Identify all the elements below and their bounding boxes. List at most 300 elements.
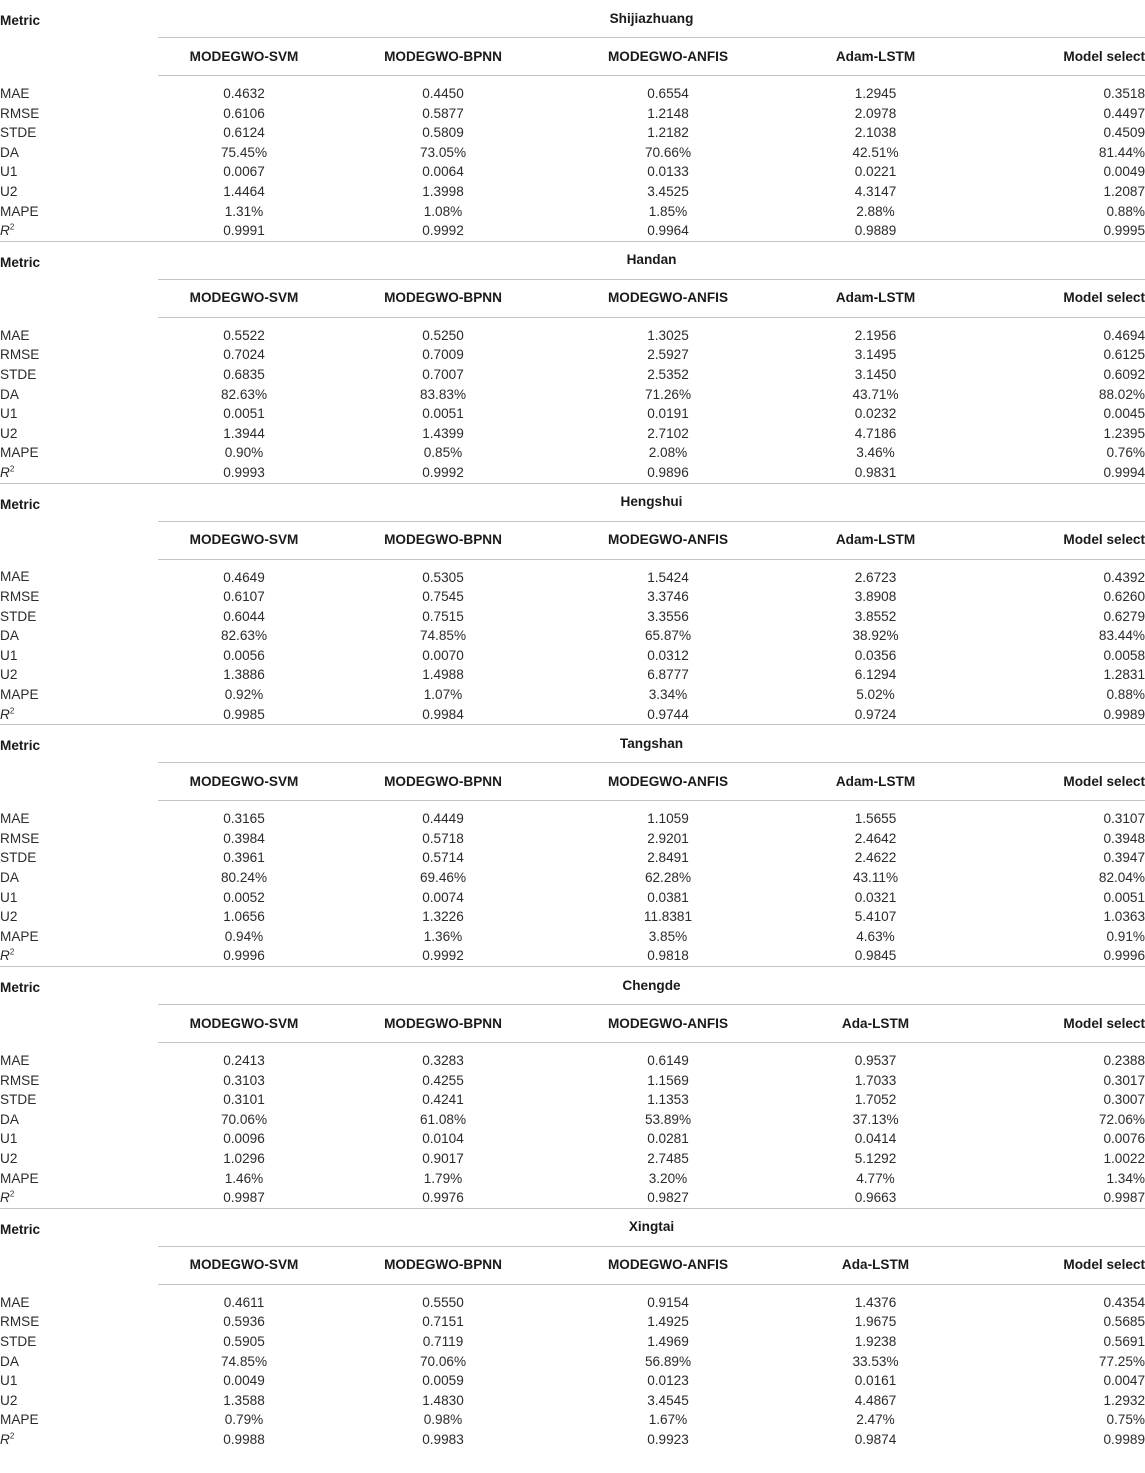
model-column-header: MODEGWO-SVM — [158, 1005, 330, 1043]
model-column-header: MODEGWO-ANFIS — [556, 521, 780, 559]
metric-label: U1 — [0, 889, 18, 905]
metric-value-cell: 0.6835 — [223, 366, 265, 382]
metric-value-cell: 1.79% — [423, 1170, 463, 1186]
metric-label: RMSE — [0, 105, 40, 121]
city-header: Hengshui — [158, 483, 1145, 521]
metric-value-cell: 0.7024 — [223, 347, 265, 363]
metric-value-cell: 1.4988 — [422, 667, 464, 683]
model-column-header: MODEGWO-BPNN — [330, 521, 556, 559]
city-header: Xingtai — [158, 1208, 1145, 1246]
metric-value-cell: 1.2182 — [647, 125, 689, 141]
table-row — [0, 76, 1145, 104]
metric-value-cell: 2.7485 — [647, 1150, 689, 1166]
metric-value-cell: 0.4450 — [422, 86, 464, 101]
metric-column-header: Metric — [0, 13, 41, 28]
metric-value-cell: 82.63% — [220, 386, 268, 402]
metric-label: STDE — [0, 850, 37, 866]
metric-label: MAE — [0, 811, 30, 826]
table-row — [0, 182, 1145, 202]
metric-value-cell: 1.5655 — [854, 811, 897, 827]
metric-label: U1 — [0, 406, 18, 422]
metric-value-cell: 65.87% — [644, 628, 692, 644]
metric-value-cell: 0.6092 — [1103, 366, 1145, 382]
metric-value-cell: 70.06% — [220, 1111, 268, 1127]
table-row — [0, 665, 1145, 685]
table-row — [0, 1352, 1145, 1372]
metric-value-cell: 0.7007 — [422, 366, 464, 382]
section-header-row — [0, 725, 1145, 763]
metric-value-cell: 0.4449 — [422, 811, 464, 827]
metric-value-cell: 1.3226 — [422, 909, 464, 925]
metric-value-cell: 42.51% — [852, 144, 899, 160]
metric-label: MAPE — [0, 1170, 39, 1186]
metric-value-cell: 61.08% — [419, 1111, 467, 1127]
table-row — [0, 685, 1145, 705]
table-row — [0, 463, 1145, 483]
metric-value-cell: 0.0221 — [854, 164, 897, 180]
metric-value-cell: 0.5905 — [223, 1333, 265, 1349]
table-row — [0, 1043, 1145, 1071]
metric-value-cell: 1.7033 — [854, 1072, 897, 1088]
metric-column-header: Metric — [0, 725, 158, 801]
metric-value-cell: 1.0363 — [1103, 909, 1145, 925]
model-column-header: Ada-LSTM — [780, 1005, 971, 1043]
metric-value-cell: 1.9675 — [854, 1314, 897, 1330]
city-header: Chengde — [158, 967, 1145, 1005]
table-row — [0, 1129, 1145, 1149]
metric-value-cell: 1.3025 — [647, 327, 689, 343]
metric-value-cell: 2.9201 — [647, 830, 689, 846]
table-row — [0, 424, 1145, 444]
table-row — [0, 123, 1145, 143]
table-row — [0, 202, 1145, 222]
metric-value-cell: 0.0045 — [1103, 406, 1145, 422]
model-column-header: Model select — [971, 1246, 1145, 1284]
metric-value-cell: 1.46% — [224, 1170, 264, 1186]
table-row — [0, 946, 1145, 966]
metric-value-cell: 0.9827 — [647, 1190, 689, 1206]
metric-value-cell: 0.4497 — [1103, 105, 1145, 121]
metric-value-cell: 77.25% — [1098, 1353, 1145, 1369]
metric-value-cell: 0.0059 — [422, 1373, 464, 1389]
metric-value-cell: 0.0414 — [854, 1131, 897, 1147]
table-row — [0, 829, 1145, 849]
metric-value-cell: 3.1495 — [854, 347, 897, 363]
metric-label: U1 — [0, 1131, 18, 1147]
metric-value-cell: 6.1294 — [854, 667, 897, 683]
metric-value-cell: 0.4509 — [1103, 125, 1145, 141]
metric-label: $R^2$ — [0, 464, 15, 480]
metric-value-cell: 2.7102 — [647, 425, 689, 441]
metric-value-cell: 0.0381 — [647, 889, 689, 905]
metric-value-cell: 1.3998 — [422, 183, 464, 199]
metric-value-cell: 3.34% — [648, 687, 688, 703]
metric-label: U1 — [0, 164, 18, 180]
table-row — [0, 607, 1145, 627]
metric-label: MAE — [0, 327, 30, 343]
metric-value-cell: 0.0070 — [422, 647, 464, 663]
metric-value-cell: 75.45% — [220, 144, 268, 160]
metric-value-cell: 0.9991 — [223, 223, 265, 239]
metric-value-cell: 2.6723 — [854, 569, 897, 585]
metric-value-cell: 38.92% — [852, 628, 899, 644]
metric-label: DA — [0, 1111, 19, 1127]
metric-value-cell: 0.5809 — [422, 125, 464, 141]
metric-value-cell: 5.1292 — [854, 1150, 897, 1166]
metric-label: U2 — [0, 1392, 18, 1408]
section-header-row — [0, 241, 1145, 279]
model-column-header: MODEGWO-SVM — [158, 279, 330, 317]
model-column-header: MODEGWO-SVM — [158, 521, 330, 559]
metric-value-cell: 0.9896 — [647, 464, 689, 480]
metric-label: MAE — [0, 1052, 30, 1068]
metric-value-cell: 0.9831 — [854, 464, 897, 480]
table-row — [0, 345, 1145, 365]
metric-value-cell: 73.05% — [419, 144, 467, 160]
metric-value-cell: 0.9017 — [422, 1150, 464, 1166]
metric-value-cell: 1.1059 — [647, 811, 689, 827]
metric-value-cell: 82.63% — [220, 628, 268, 644]
metric-value-cell: 1.9238 — [854, 1333, 897, 1349]
model-column-header: Model select — [971, 521, 1145, 559]
metric-value-cell: 0.3961 — [223, 850, 265, 866]
metric-value-cell: 0.9987 — [223, 1190, 265, 1206]
metric-label: RMSE — [0, 1314, 40, 1330]
metric-value-cell: 2.5352 — [647, 366, 689, 382]
metric-label: STDE — [0, 1092, 37, 1108]
metric-value-cell: 1.4376 — [854, 1294, 897, 1310]
metric-value-cell: 0.9995 — [1103, 223, 1145, 239]
metric-label: MAPE — [0, 687, 39, 703]
metric-value-cell: 2.8491 — [647, 850, 689, 866]
metric-value-cell: 0.0281 — [647, 1131, 689, 1147]
model-column-header: MODEGWO-BPNN — [330, 279, 556, 317]
metric-value-cell: 0.2413 — [223, 1053, 265, 1068]
city-header: Tangshan — [158, 725, 1145, 763]
table-row — [0, 162, 1145, 182]
metric-value-cell: 1.1569 — [647, 1072, 689, 1088]
metric-value-cell: 0.0067 — [223, 164, 265, 180]
table-row — [0, 587, 1145, 607]
table-row — [0, 927, 1145, 947]
metric-value-cell: 11.8381 — [643, 909, 693, 925]
metric-value-cell: 2.4622 — [854, 850, 897, 866]
metric-value-cell: 0.9996 — [1103, 948, 1145, 964]
metric-value-cell: 0.7515 — [422, 608, 464, 624]
metric-value-cell: 3.4545 — [647, 1392, 689, 1408]
metric-value-cell: 43.11% — [852, 870, 899, 886]
metric-value-cell: 1.34% — [1106, 1170, 1145, 1186]
metric-value-cell: 0.9988 — [223, 1431, 265, 1447]
metric-value-cell: 0.6125 — [1103, 347, 1145, 363]
metric-column-header: Metric — [0, 241, 158, 317]
model-column-header: MODEGWO-BPNN — [330, 763, 556, 801]
metric-value-cell: 0.6124 — [223, 125, 265, 141]
metric-value-cell: 1.4830 — [422, 1392, 464, 1408]
table-row — [0, 365, 1145, 385]
metric-value-cell: 0.4694 — [1103, 327, 1145, 343]
metric-value-cell: 37.13% — [852, 1111, 899, 1127]
metric-value-cell: 33.53% — [852, 1353, 899, 1369]
model-column-header: Adam-LSTM — [780, 763, 971, 801]
metric-value-cell: 0.5685 — [1103, 1314, 1145, 1330]
metric-value-cell: 4.3147 — [854, 183, 897, 199]
model-column-header: Model select — [971, 1005, 1145, 1043]
model-column-header: MODEGWO-ANFIS — [556, 279, 780, 317]
table-row — [0, 143, 1145, 163]
metric-value-cell: 0.9154 — [647, 1294, 689, 1310]
metric-value-cell: 1.4925 — [647, 1314, 689, 1330]
metric-value-cell: 0.0133 — [647, 164, 689, 180]
table-row — [0, 1391, 1145, 1411]
metric-value-cell: 70.66% — [644, 144, 692, 160]
table-row — [0, 1371, 1145, 1391]
metric-value-cell: 1.31% — [224, 203, 264, 219]
table-row — [0, 385, 1145, 405]
metric-value-cell: 4.63% — [856, 928, 895, 944]
metric-label: RMSE — [0, 347, 40, 363]
metric-value-cell: 62.28% — [644, 870, 692, 886]
metric-label: U2 — [0, 425, 18, 441]
metric-value-cell: 81.44% — [1098, 144, 1145, 160]
metric-label: MAE — [0, 85, 30, 101]
metric-value-cell: 0.6044 — [223, 608, 265, 624]
metric-value-cell: 1.07% — [423, 687, 463, 703]
metric-value-cell: 72.06% — [1098, 1111, 1145, 1127]
metric-value-cell: 0.5936 — [223, 1314, 265, 1330]
metric-value-cell: 0.9992 — [422, 948, 464, 964]
model-header-row — [0, 521, 1145, 559]
metric-value-cell: 56.89% — [644, 1353, 692, 1369]
metric-value-cell: 0.9537 — [854, 1053, 897, 1068]
table-row — [0, 1312, 1145, 1332]
metric-value-cell: 1.3886 — [223, 667, 265, 683]
metric-value-cell: 0.0312 — [647, 647, 689, 663]
metric-value-cell: 5.4107 — [854, 909, 897, 925]
model-header-row — [0, 1246, 1145, 1284]
metric-value-cell: 3.3746 — [647, 589, 689, 605]
metric-label: STDE — [0, 1333, 37, 1349]
metric-value-cell: 2.4642 — [854, 830, 897, 846]
metric-value-cell: 1.0022 — [1103, 1150, 1145, 1166]
metric-value-cell: 0.9993 — [223, 464, 265, 480]
metric-value-cell: 0.3103 — [223, 1072, 265, 1088]
metric-value-cell: 0.9992 — [422, 223, 464, 239]
metric-value-cell: 2.1956 — [854, 327, 897, 343]
model-header-row — [0, 279, 1145, 317]
metric-value-cell: 2.08% — [648, 445, 688, 461]
table-row — [0, 443, 1145, 463]
metric-value-cell: 0.4241 — [422, 1092, 464, 1108]
metric-label: STDE — [0, 125, 37, 141]
metric-value-cell: 0.9874 — [854, 1431, 897, 1447]
metric-label: U1 — [0, 647, 18, 663]
metric-label: MAPE — [0, 445, 39, 461]
metric-value-cell: 1.4399 — [422, 425, 464, 441]
metric-value-cell: 0.0356 — [854, 647, 897, 663]
table-row — [0, 1284, 1145, 1312]
section-header-row — [0, 967, 1145, 1005]
metric-label: U1 — [0, 1373, 18, 1389]
table-row — [0, 705, 1145, 725]
metric-label: DA — [0, 386, 19, 402]
metric-value-cell: 0.5877 — [422, 105, 464, 121]
metric-value-cell: 0.2388 — [1103, 1053, 1145, 1068]
metric-value-cell: 70.06% — [419, 1353, 467, 1369]
metric-value-cell: 0.4611 — [223, 1294, 265, 1310]
metric-value-cell: 0.0049 — [223, 1373, 265, 1389]
metric-value-cell: 5.02% — [856, 687, 895, 703]
model-column-header: MODEGWO-ANFIS — [556, 1246, 780, 1284]
metric-value-cell: 0.0051 — [223, 406, 265, 422]
metric-value-cell: 0.6260 — [1103, 589, 1145, 605]
table-row — [0, 221, 1145, 241]
metric-value-cell: 0.0321 — [854, 889, 897, 905]
metric-value-cell: 74.85% — [220, 1353, 268, 1369]
metric-column-header: Metric — [0, 967, 158, 1043]
table-row — [0, 626, 1145, 646]
metric-value-cell: 0.5250 — [422, 327, 464, 343]
metric-value-cell: 0.9983 — [422, 1431, 464, 1447]
metric-value-cell: 1.5424 — [647, 569, 689, 585]
city-header: Handan — [158, 241, 1145, 279]
metric-label: $R^2$ — [0, 222, 15, 239]
metric-value-cell: 53.89% — [644, 1111, 692, 1127]
model-column-header: MODEGWO-ANFIS — [556, 38, 780, 76]
metric-value-cell: 0.76% — [1106, 445, 1145, 461]
metric-value-cell: 0.9724 — [854, 706, 897, 722]
table-row — [0, 907, 1145, 927]
metric-value-cell: 1.2831 — [1103, 667, 1145, 683]
table-row — [0, 1410, 1145, 1430]
metric-value-cell: 3.8552 — [854, 608, 897, 624]
metric-value-cell: 0.9889 — [854, 223, 897, 239]
metric-value-cell: 2.5927 — [647, 347, 689, 363]
model-column-header: MODEGWO-ANFIS — [556, 763, 780, 801]
metric-value-cell: 0.4255 — [422, 1072, 464, 1088]
table-row — [0, 404, 1145, 424]
metric-value-cell: 0.0047 — [1103, 1373, 1145, 1389]
table-row — [0, 801, 1145, 829]
model-column-header: Model select — [971, 763, 1145, 801]
table-row — [0, 1188, 1145, 1208]
metric-value-cell: 0.0052 — [223, 889, 265, 905]
metric-value-cell: 1.2148 — [647, 105, 689, 121]
metric-value-cell: 0.7009 — [422, 347, 464, 363]
metric-value-cell: 0.3984 — [223, 830, 265, 846]
metric-value-cell: 0.3101 — [223, 1092, 265, 1108]
model-column-header: Adam-LSTM — [780, 279, 971, 317]
metric-value-cell: 6.8777 — [647, 667, 689, 683]
metric-value-cell: 0.91% — [1106, 928, 1145, 944]
metric-label: U2 — [0, 667, 18, 683]
metric-value-cell: 1.0296 — [223, 1150, 265, 1166]
metric-value-cell: 3.8908 — [854, 589, 897, 605]
metric-value-cell: 0.9989 — [1103, 706, 1145, 722]
model-column-header: Model select — [971, 38, 1145, 76]
metric-value-cell: 2.47% — [856, 1412, 895, 1428]
metric-value-cell: 0.5522 — [223, 327, 265, 343]
metric-value-cell: 0.0049 — [1103, 164, 1145, 180]
metric-value-cell: 3.3556 — [647, 608, 689, 624]
metric-label: U2 — [0, 183, 18, 199]
metric-value-cell: 3.46% — [856, 445, 895, 461]
metric-value-cell: 3.1450 — [854, 366, 897, 382]
metric-value-cell: 0.0058 — [1103, 647, 1145, 663]
metric-value-cell: 0.0104 — [422, 1131, 464, 1147]
metric-value-cell: 1.67% — [648, 1412, 688, 1428]
metric-value-cell: 0.4392 — [1103, 569, 1145, 585]
metric-label: RMSE — [0, 589, 40, 605]
metric-value-cell: 0.5718 — [422, 830, 464, 846]
metric-value-cell: 83.83% — [419, 386, 467, 402]
model-column-header: MODEGWO-ANFIS — [556, 1005, 780, 1043]
model-column-header: MODEGWO-SVM — [158, 38, 330, 76]
metric-value-cell: 1.36% — [423, 928, 463, 944]
metric-value-cell: 83.44% — [1098, 628, 1145, 644]
metric-value-cell: 0.7119 — [422, 1333, 464, 1349]
metric-column-header: Metric — [0, 1208, 158, 1284]
model-column-header: MODEGWO-SVM — [158, 1246, 330, 1284]
metric-value-cell: 0.90% — [224, 445, 264, 461]
metric-value-cell: 0.9964 — [647, 223, 689, 239]
metric-label: U2 — [0, 1150, 18, 1166]
table-row — [0, 1430, 1145, 1450]
metric-value-cell: 69.46% — [419, 870, 467, 886]
metric-value-cell: 4.7186 — [854, 425, 897, 441]
metric-value-cell: 0.9985 — [223, 706, 265, 722]
model-column-header: MODEGWO-BPNN — [330, 38, 556, 76]
metric-label: DA — [0, 1353, 19, 1369]
model-header-row — [0, 763, 1145, 801]
table-row — [0, 1169, 1145, 1189]
metric-value-cell: 0.0123 — [647, 1373, 689, 1389]
metric-value-cell: 0.0051 — [1103, 889, 1145, 905]
metric-value-cell: 2.88% — [856, 203, 895, 219]
metric-value-cell: 1.2945 — [854, 86, 897, 101]
metric-value-cell: 3.20% — [648, 1170, 688, 1186]
metric-label: $R^2$ — [0, 1189, 15, 1206]
metric-value-cell: 0.88% — [1106, 203, 1145, 219]
metric-value-cell: 0.0056 — [223, 647, 265, 663]
metric-value-cell: 1.08% — [423, 203, 463, 219]
metric-value-cell: 0.0064 — [422, 164, 464, 180]
metric-value-cell: 82.04% — [1098, 870, 1145, 886]
table-row — [0, 559, 1145, 587]
metric-value-cell: 1.3588 — [223, 1392, 265, 1408]
metric-value-cell: 0.75% — [1106, 1412, 1145, 1428]
metric-value-cell: 0.4649 — [223, 569, 265, 585]
section-header-row — [0, 1208, 1145, 1246]
metric-value-cell: 0.5550 — [422, 1294, 464, 1310]
metric-value-cell: 0.5691 — [1103, 1333, 1145, 1349]
metric-value-cell: 0.3947 — [1103, 850, 1145, 866]
table-row — [0, 1090, 1145, 1110]
metric-value-cell: 1.3944 — [223, 425, 265, 441]
metric-label: MAPE — [0, 1412, 39, 1428]
model-column-header: Adam-LSTM — [780, 38, 971, 76]
model-column-header: MODEGWO-BPNN — [330, 1246, 556, 1284]
metric-label: DA — [0, 144, 19, 160]
metric-column-header: Metric — [0, 483, 158, 559]
metric-value-cell: 0.4632 — [223, 86, 265, 101]
metric-value-cell: 0.0191 — [647, 406, 689, 422]
metric-value-cell: 43.71% — [852, 386, 899, 402]
metric-value-cell: 0.6106 — [223, 105, 265, 121]
metric-value-cell: 0.9744 — [647, 706, 689, 722]
metric-value-cell: 0.4354 — [1103, 1294, 1145, 1310]
metric-value-cell: 1.7052 — [854, 1092, 897, 1108]
